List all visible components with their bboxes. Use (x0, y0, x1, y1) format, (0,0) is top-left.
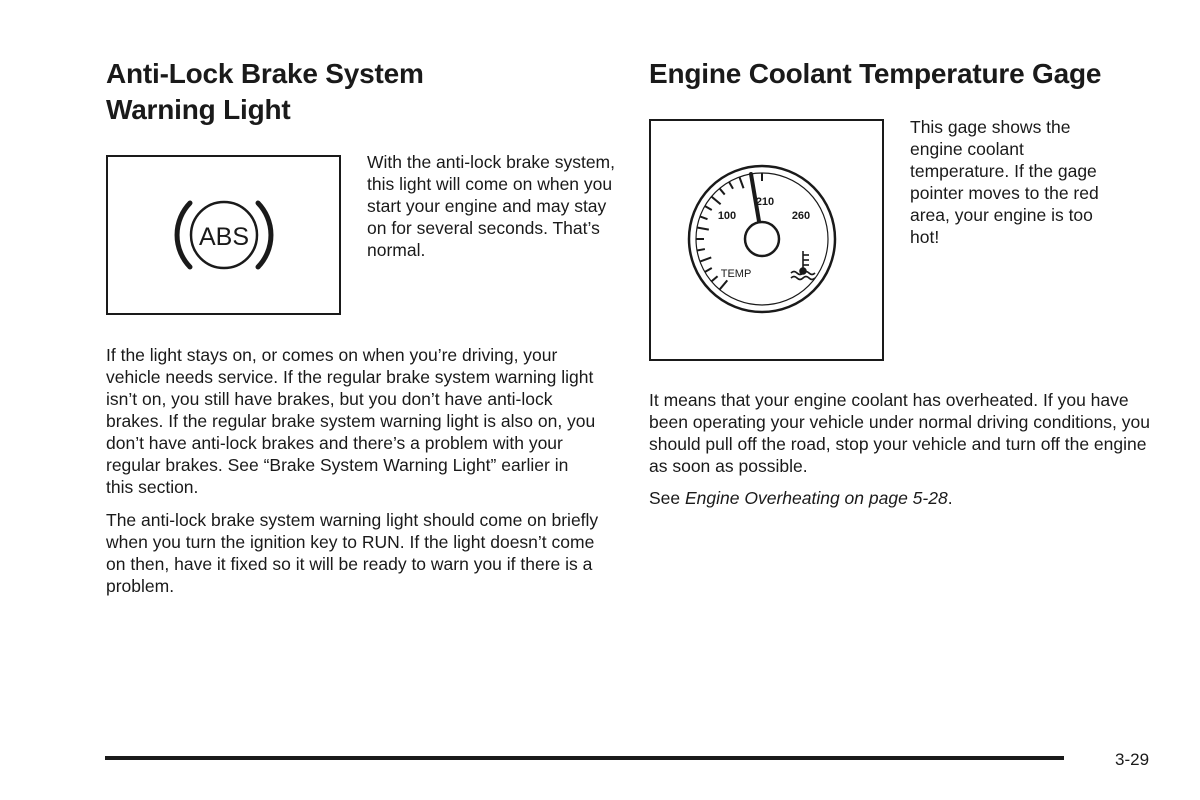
abs-icon-label: ABS (198, 223, 250, 251)
gauge-tick (720, 188, 725, 194)
abs-paragraph-2: The anti-lock brake system warning light should come on briefly when you turn the ignition key to RUN. If the light doesn’t come on then, have it fixed so it will be ready to warn you if there is a problem. (106, 510, 599, 596)
abs-paragraph-1: If the light stays on, or comes on when you’re driving, your vehicle needs service. If the regular brake system warning light isn’t on, you still have brakes, but you don’t have anti-lock brakes. If the regular brake system warning light is also on, you don’t have anti-lock brakes and there’s a problem with your regular brakes. See “Brake System Warning Light” earlier in this section. (106, 345, 596, 497)
gauge-tick (739, 177, 743, 188)
gauge-tick (705, 206, 712, 210)
gauge-mid-label: 210 (755, 196, 775, 208)
gauge-tick (700, 257, 711, 261)
abs-icon (108, 157, 339, 313)
coolant-side-text: This gage shows the engine coolant temperature. If the gage pointer moves to the red area, your engine is too hot! (910, 117, 1099, 247)
coolant-heading: Engine Coolant Temperature Gage (649, 58, 1102, 89)
coolant-paragraph-1: It means that your engine coolant has overheated. If you have been operating your vehicle under normal driving conditions, you should pull off the road, stop your vehicle and turn off the engine as soon as possible. (649, 390, 1150, 476)
abs-heading-line1: Anti-Lock Brake System (106, 58, 424, 89)
abs-warning-light-figure (106, 155, 341, 315)
abs-heading (106, 56, 424, 128)
gauge-tick (729, 182, 733, 189)
gauge-tick (697, 249, 705, 250)
gauge-tick (697, 228, 709, 230)
gauge-tick (711, 276, 717, 281)
gauge-temp-label: TEMP (720, 268, 752, 280)
gauge-tick (720, 280, 728, 289)
footer-rule (105, 756, 1064, 760)
gauge-low-label: 100 (717, 210, 737, 222)
coolant-see-reference: See Engine Overheating on page 5-28. (649, 488, 953, 508)
gauge-tick (705, 268, 712, 272)
gauge-tick (711, 197, 720, 205)
coolant-temperature-icon (791, 251, 815, 280)
gauge-high-label: 260 (791, 210, 811, 222)
engine-overheating-link[interactable]: Engine Overheating on page 5-28 (685, 488, 948, 508)
abs-side-text: With the anti-lock brake system, this light will come on when you start your engine and may stay on for several seconds. That’s normal. (367, 152, 615, 260)
gauge-tick (700, 216, 708, 219)
gauge-hub (745, 222, 779, 256)
abs-heading-line2: Warning Light (106, 94, 291, 125)
page-number: 3-29 (1115, 750, 1150, 769)
temperature-gauge-icon (651, 121, 882, 359)
coolant-gauge-figure (649, 119, 884, 361)
